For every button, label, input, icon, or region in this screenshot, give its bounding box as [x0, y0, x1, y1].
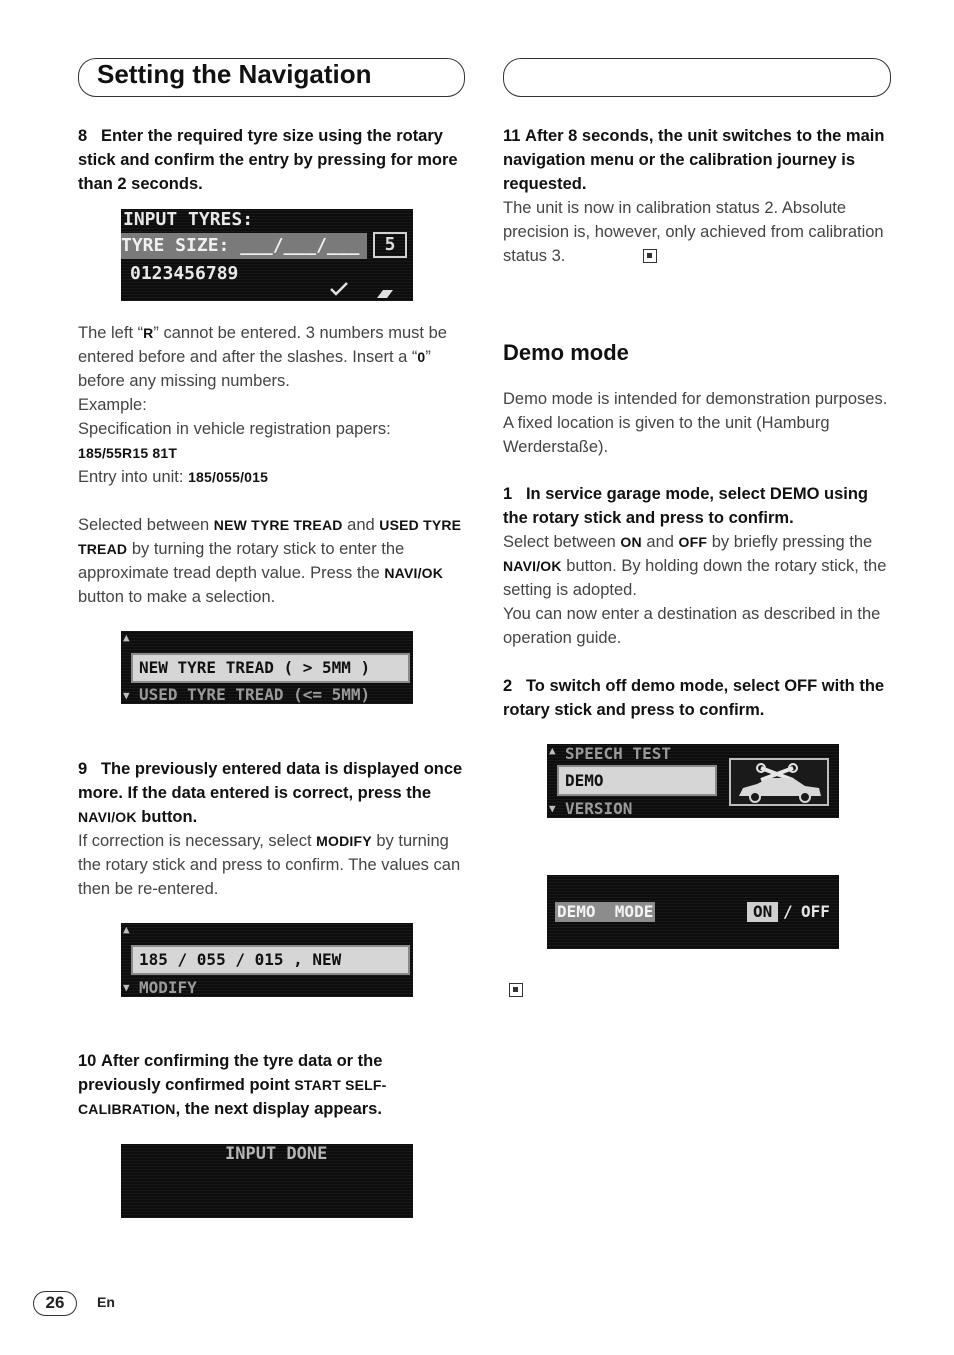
tread-select-screen	[121, 631, 413, 704]
spec-label: Specification in vehicle registration papers:	[78, 420, 391, 438]
service-menu-screen	[547, 744, 839, 818]
demo-step-2: 2 To switch off demo mode, select OFF with the rotary stick and press to confirm.	[503, 677, 885, 719]
menu-item-below: VERSION	[565, 799, 633, 818]
input-done-screen	[121, 1144, 413, 1218]
input-tyres-screen	[121, 209, 413, 301]
tyre-data-screen	[121, 923, 413, 997]
step-8-heading	[78, 124, 463, 196]
example-label: Example:	[78, 396, 147, 414]
header-blank-frame	[503, 58, 891, 97]
demo-intro: Demo mode is intended for demonstration purposes. A fixed location is given to the unit (Hamburg Werderstaße).	[503, 390, 888, 456]
step-9-body: If correction is necessary, select MODIFY by turning the rotary stick and press to confirm. The values can then be re-entered.	[78, 832, 461, 898]
scroll-down-icon: ▼	[123, 981, 130, 994]
screen-line-title: INPUT TYRES:	[123, 209, 254, 230]
step-11: 11 After 8 seconds, the unit switches to the main navigation menu or the calibration journey is requested. The unit is now in calibration status 2. Absolute precision is, however, only achieved from calibration status 3.	[503, 124, 890, 268]
step-9-heading: 9 The previously entered data is displayed once more. If the data entered is correct, press the NAVI/OK button. If correction is necessary, select MODIFY by turning the rotary stick and press to confirm. The values can then be re-entered.	[78, 757, 465, 901]
demo-mode-title: Demo mode	[503, 340, 629, 365]
menu-item-above: SPEECH TEST	[565, 744, 671, 763]
tyre-entry-rule: The left “R” cannot be entered. 3 numbers must be entered before and after the slashes. Insert a “0” before any missing numbers.	[78, 324, 447, 390]
screen-digits: 0123456789	[130, 263, 239, 284]
scroll-up-icon: ▲	[123, 923, 130, 936]
step-text: Enter the required tyre size using the rotary stick and confirm the entry by pressing for more than 2 seconds.	[78, 127, 458, 193]
scroll-up-icon: ▲	[549, 744, 556, 757]
step-10-heading: 10 After confirming the tyre data or the previously confirmed point START SELF-CALIBRATION, the next display appears.	[78, 1052, 387, 1118]
eraser-icon	[375, 285, 395, 297]
entry-line: Entry into unit: 185/055/015	[78, 468, 269, 486]
end-of-section-icon	[509, 983, 523, 997]
page-number: 26	[33, 1291, 77, 1316]
end-of-section-icon	[643, 249, 657, 263]
scroll-up-icon: ▲	[123, 631, 130, 644]
check-icon	[329, 281, 349, 295]
other-option: MODIFY	[139, 978, 197, 997]
screen-line-title: INPUT DONE	[225, 1144, 328, 1164]
selected-option: DEMO	[557, 765, 717, 796]
selected-option: 185 / 055 / 015 , NEW	[131, 945, 410, 975]
other-option: USED TYRE TREAD (<= 5MM)	[139, 685, 371, 704]
demo-on-option: ON	[747, 902, 778, 922]
demo-slash: /	[783, 902, 793, 921]
step-8-body	[78, 321, 465, 609]
demo-mode-screen	[547, 875, 839, 949]
demo-mode-label: DEMO MODE	[557, 902, 654, 921]
step-number: 8	[78, 127, 88, 145]
selected-option: NEW TYRE TREAD ( > 5MM )	[131, 653, 410, 683]
step-11-body: The unit is now in calibration status 2. Absolute precision is, however, only achieved from calibration status 3.	[503, 199, 884, 265]
scroll-down-icon: ▼	[123, 689, 130, 702]
scroll-down-icon: ▼	[549, 802, 556, 815]
screen-line-tyre-size: TYRE SIZE: ___/___/___	[121, 233, 367, 259]
spec-value: 185/55R15 81T	[78, 445, 178, 461]
demo-off-option: OFF	[801, 902, 830, 921]
demo-step-1: 1 In service garage mode, select DEMO using the rotary stick and press to confirm. Select between ON and OFF by briefly pressing the NAVI/OK button. By holding down the rotary stick, the setting is adopted. You can now enter a destination as described in the operation guide.	[503, 485, 887, 647]
page-title: Setting the Navigation	[97, 59, 372, 89]
language-label: En	[97, 1294, 115, 1310]
service-car-icon	[729, 758, 829, 806]
tread-selection-text: Selected between NEW TYRE TREAD and USED TYRE TREAD by turning the rotary stick to enter the approximate tread depth value. Press the NAVI/OK button to make a selection.	[78, 516, 462, 606]
screen-value-box: 5	[373, 232, 407, 258]
